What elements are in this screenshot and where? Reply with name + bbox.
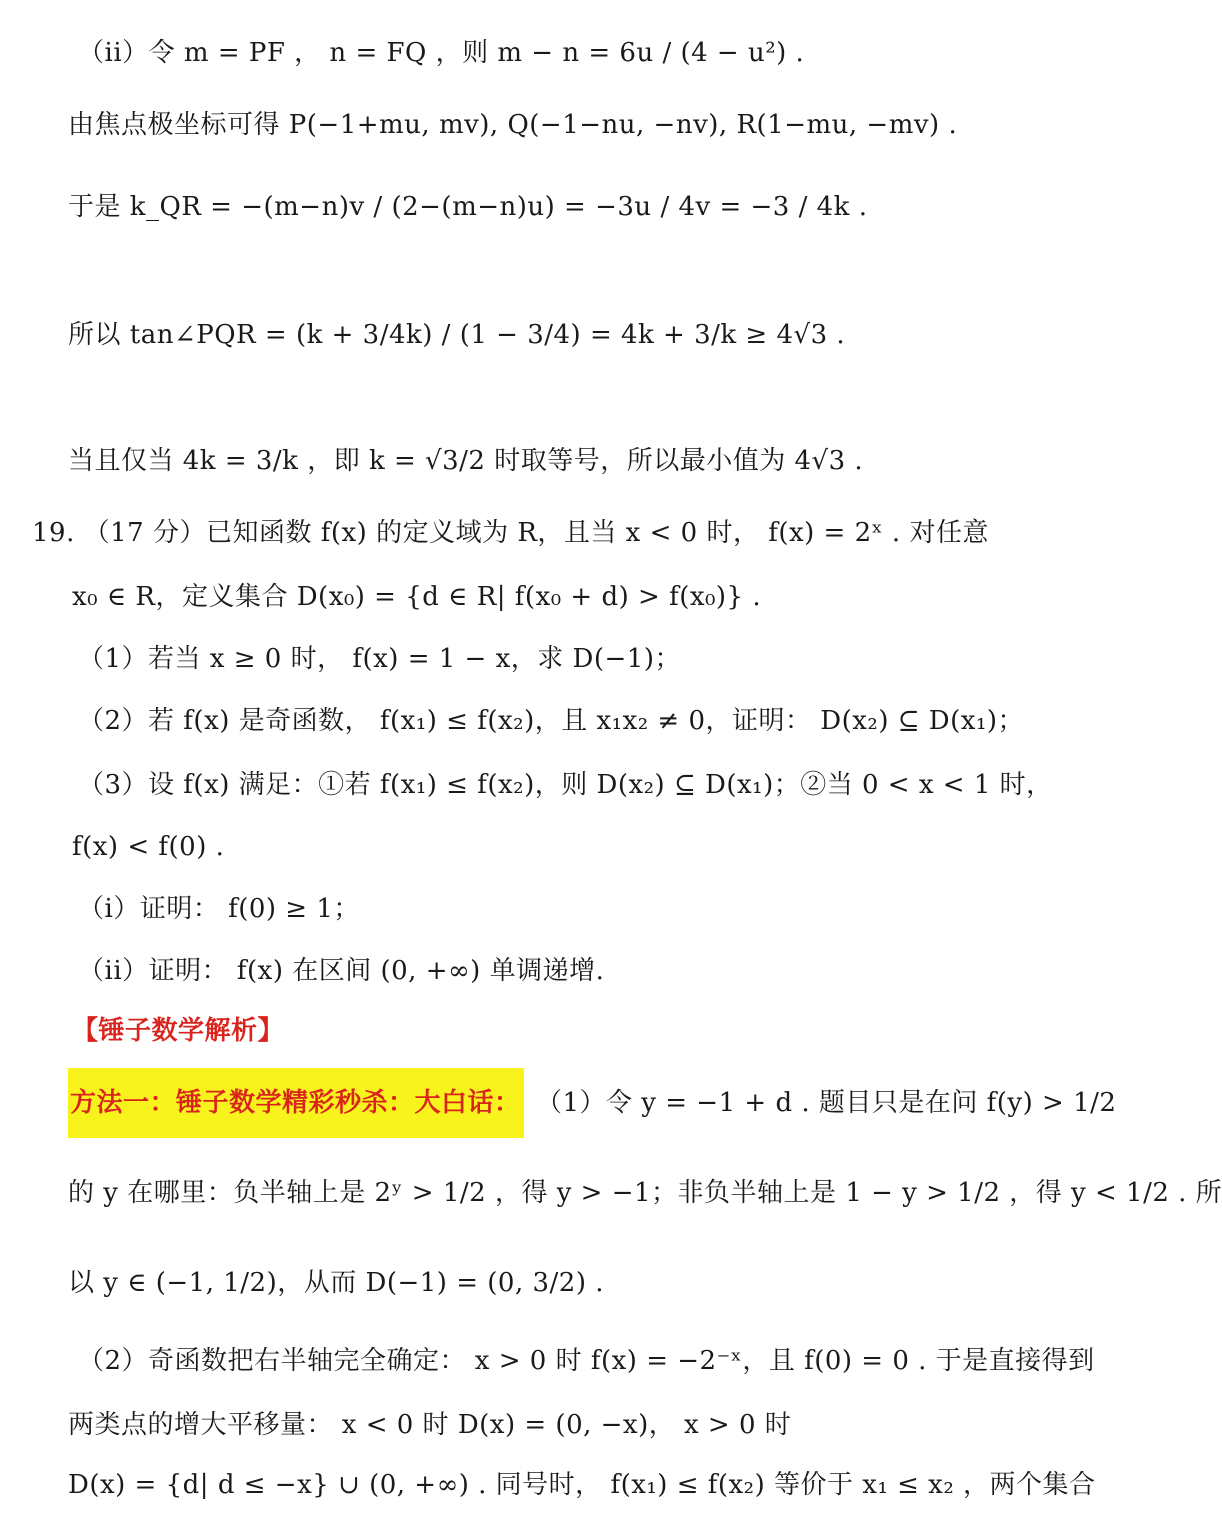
problem-19-line-2: x₀ ∈ R，定义集合 D(x₀) = {d ∈ R| f(x₀ + d) > f(x₀)} . xyxy=(72,582,762,612)
text-line-3: 于是 k_QR = −(m−n)v / (2−(m−n)u) = −3u / 4v = −3 / 4k . xyxy=(68,192,868,222)
problem-19-part-3-i: （i）证明： f(0) ≥ 1； xyxy=(78,894,360,924)
solution-line-6: D(x) = {d| d ≤ −x} ∪ (0, +∞) . 同号时， f(x₁) ≤ f(x₂) 等价于 x₁ ≤ x₂ ，两个集合 xyxy=(68,1470,1096,1500)
text-line-5: 当且仅当 4k = 3/k ，即 k = √3/2 时取等号，所以最小值为 4√3 . xyxy=(68,446,864,476)
text-line-2: 由焦点极坐标可得 P(−1+mu, mv), Q(−1−nu, −nv), R(1−mu, −mv) . xyxy=(68,110,958,140)
solution-line-2: 的 y 在哪里：负半轴上是 2ʸ > 1/2 ，得 y > −1；非负半轴上是 1 − y > 1/2 ，得 y < 1/2 . 所 xyxy=(68,1178,1222,1208)
solution-line-3: 以 y ∈ (−1, 1/2)，从而 D(−1) = (0, 3/2) . xyxy=(68,1268,604,1298)
problem-19-part-3-cont: f(x) < f(0) . xyxy=(72,832,225,862)
problem-19-part-1: （1）若当 x ≥ 0 时， f(x) = 1 − x，求 D(−1)； xyxy=(78,644,681,674)
method-label: 方法一：锤子数学精彩秒杀：大白话： xyxy=(70,1088,521,1118)
problem-19-part-3-ii: （ii）证明： f(x) 在区间 (0, +∞) 单调递增. xyxy=(78,956,605,986)
solution-line-5: 两类点的增大平移量： x < 0 时 D(x) = (0, −x)， x > 0 时 xyxy=(68,1410,792,1440)
solution-line-4: （2）奇函数把右半轴完全确定： x > 0 时 f(x) = −2⁻ˣ，且 f(0) = 0 . 于是直接得到 xyxy=(78,1346,1095,1376)
section-heading: 【锤子数学解析】 xyxy=(72,1016,285,1046)
problem-19-part-3: （3）设 f(x) 满足：①若 f(x₁) ≤ f(x₂)，则 D(x₂) ⊆ D(x₁)；②当 0 < x < 1 时， xyxy=(78,770,1053,800)
text-line-1: （ii）令 m = PF ， n = FQ ，则 m − n = 6u / (4 − u²) . xyxy=(78,38,805,68)
problem-19-line-1: 19. （17 分）已知函数 f(x) 的定义域为 R，且当 x < 0 时， f(x) = 2ˣ . 对任意 xyxy=(32,518,989,548)
text-line-4: 所以 tan∠PQR = (k + 3/4k) / (1 − 3/4) = 4k + 3/k ≥ 4√3 . xyxy=(68,320,846,350)
solution-line-1: （1）令 y = −1 + d . 题目只是在问 f(y) > 1/2 xyxy=(536,1088,1117,1118)
problem-19-part-2: （2）若 f(x) 是奇函数， f(x₁) ≤ f(x₂)，且 x₁x₂ ≠ 0，证明： D(x₂) ⊆ D(x₁)； xyxy=(78,706,1025,736)
